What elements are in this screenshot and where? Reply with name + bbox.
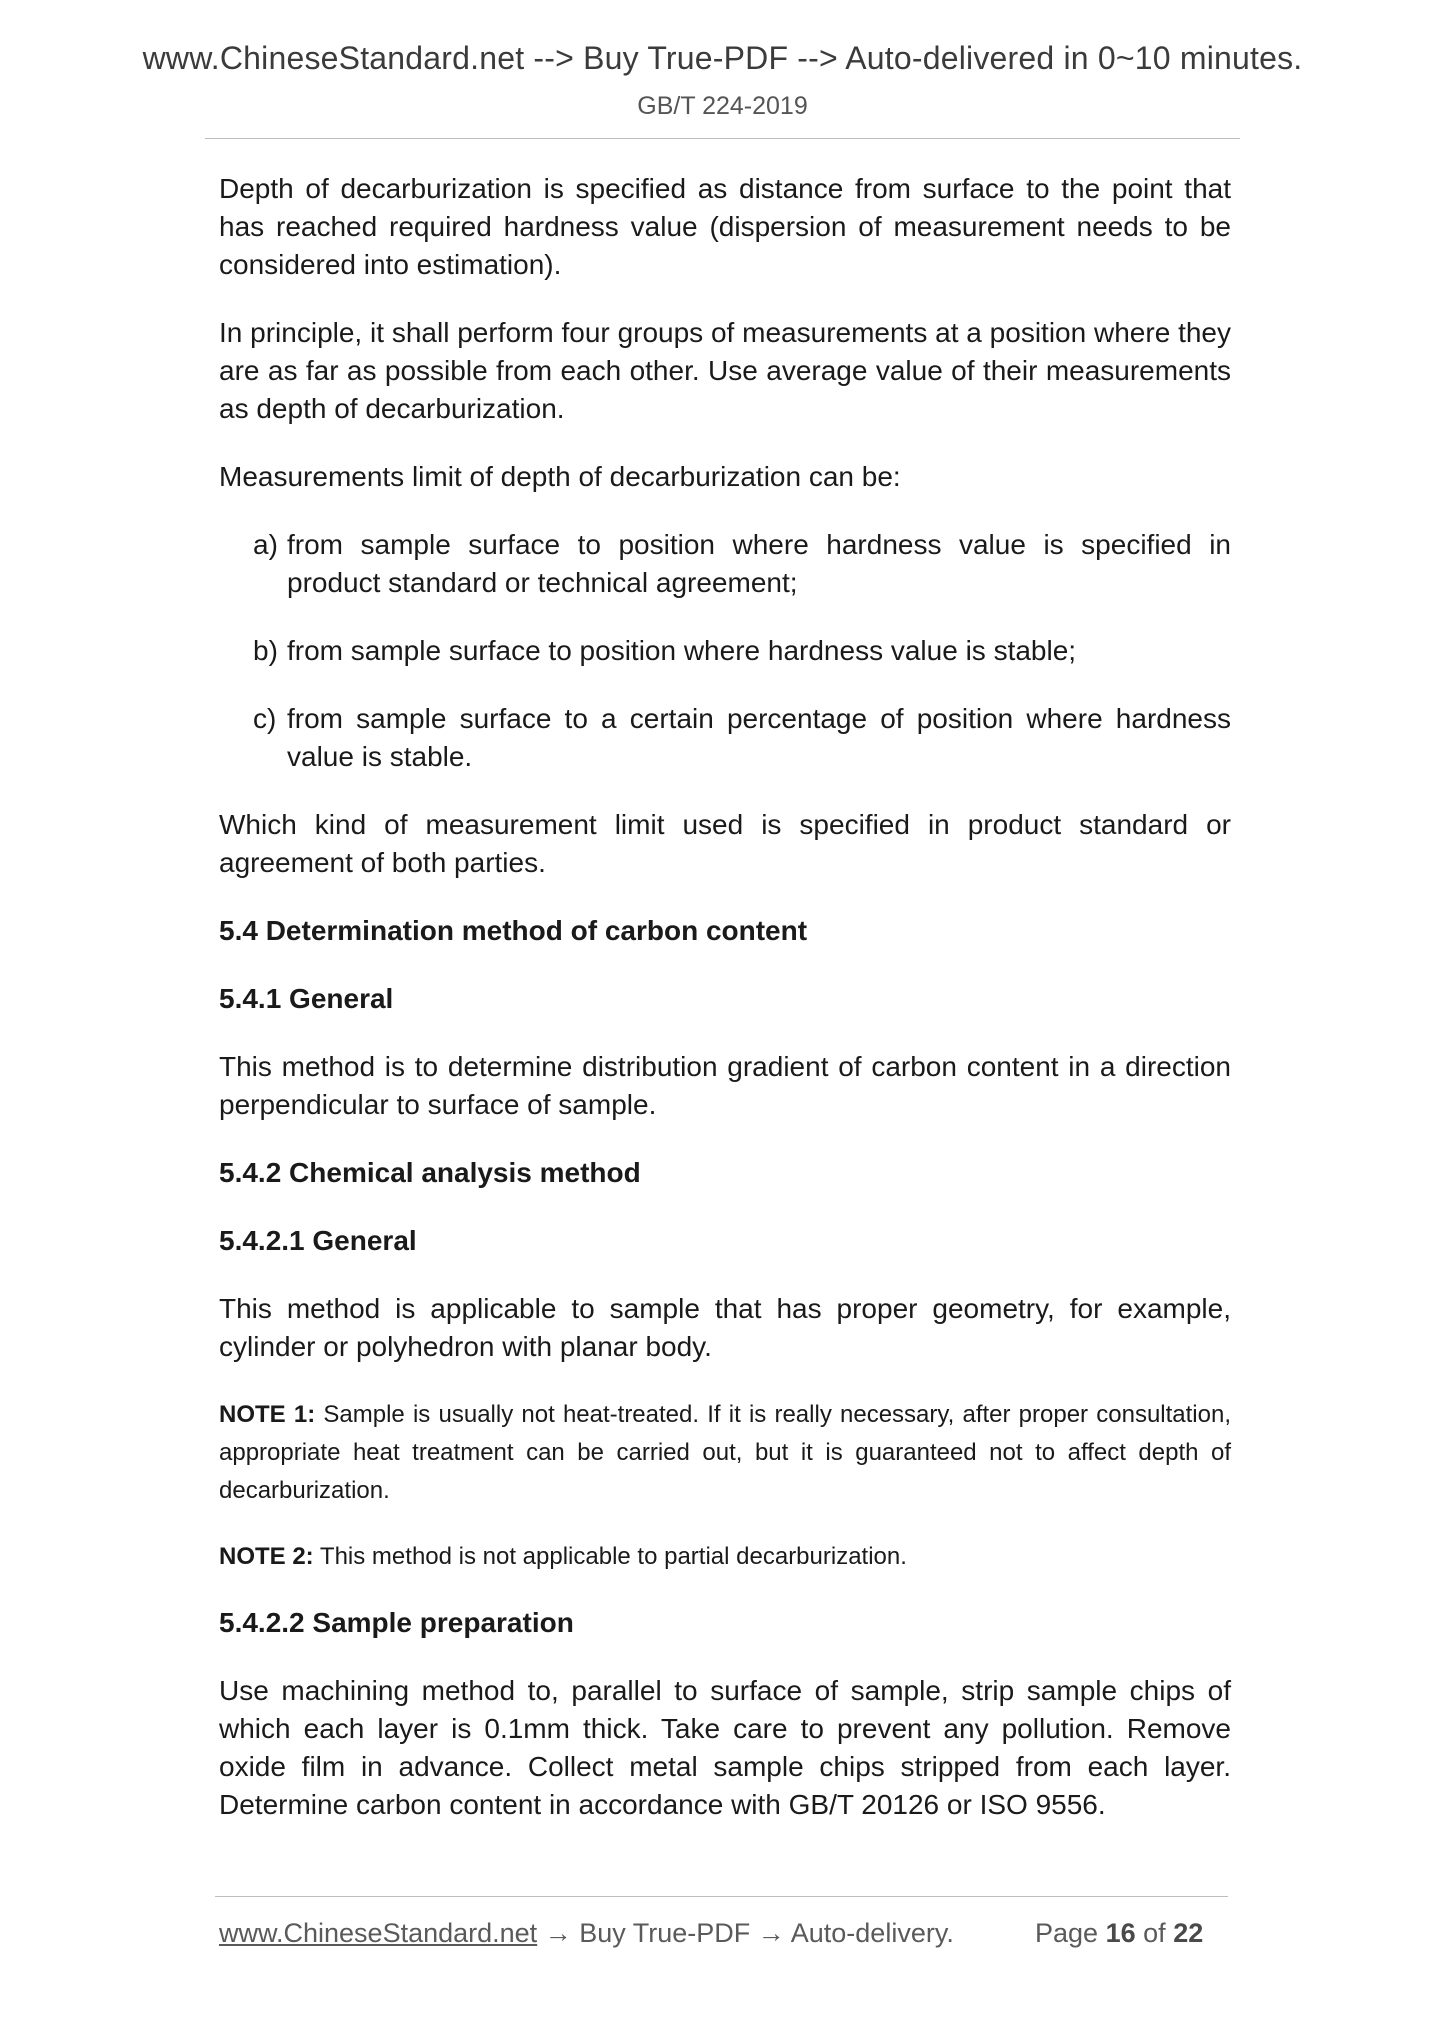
paragraph-decarb-depth-definition: Depth of decarburization is specified as distance from surface to the point that has reached required hardness value (dispersion of measurement needs to be considered into estimation).: [219, 173, 1231, 280]
list-item: [219, 526, 1231, 602]
list-item: [219, 632, 1231, 670]
paragraph-applicability: This method is applicable to sample that has proper geometry, for example, cylinder or polyhedron with planar body.: [219, 1293, 1231, 1362]
list-item-text: from sample surface to position where hardness value is specified in product standard or technical agreement;: [287, 529, 1231, 598]
footer-tagline: → Buy True-PDF → Auto-delivery.: [544, 1918, 954, 1948]
heading-5-4-2-2: 5.4.2.2 Sample preparation: [219, 1607, 574, 1638]
paragraph-measurement-limit-intro: Measurements limit of depth of decarburization can be:: [219, 461, 901, 492]
footer-divider: [215, 1896, 1228, 1897]
paragraph-sample-preparation: Use machining method to, parallel to surface of sample, strip sample chips of which each layer is 0.1mm thick. Take care to prevent any pollution. Remove oxide film in advance. Collect metal sample chips stripped from each layer. Determine carbon content in accordance with GB/T 20126 or ISO 9556.: [219, 1675, 1231, 1820]
heading-5-4: 5.4 Determination method of carbon content: [219, 915, 808, 946]
document-code: GB/T 224-2019: [637, 92, 808, 120]
page-of: of: [1143, 1918, 1166, 1948]
note-text: Sample is usually not heat-treated. If it is really necessary, after proper consultation, appropriate heat treatment can be carried out, but it is guaranteed not to affect depth of decarburization.: [219, 1401, 1231, 1504]
note-text: This method is not applicable to partial decarburization.: [319, 1543, 907, 1570]
page-total: 22: [1173, 1918, 1204, 1948]
paragraph-limit-specification: Which kind of measurement limit used is specified in product standard or agreement of both parties.: [219, 809, 1231, 878]
note-label: NOTE 2:: [219, 1543, 314, 1570]
list-marker: b): [253, 635, 278, 666]
heading-5-4-2: 5.4.2 Chemical analysis method: [219, 1157, 641, 1188]
note-label: NOTE 1:: [219, 1401, 316, 1428]
footer-website-link[interactable]: www.ChineseStandard.net: [219, 1918, 538, 1948]
heading-5-4-2-1: 5.4.2.1 General: [219, 1225, 417, 1256]
list-item-text: from sample surface to position where hardness value is stable;: [287, 635, 1077, 666]
header-divider: [205, 138, 1240, 139]
list-marker: c): [253, 703, 277, 734]
paragraph-measurement-groups: In principle, it shall perform four groups of measurements at a position where they are as far as possible from each other. Use average value of their measurements as depth of decarburization.: [219, 317, 1231, 424]
list-item-text: from sample surface to a certain percentage of position where hardness value is stable.: [287, 703, 1231, 772]
footer-left: [219, 1918, 954, 1949]
heading-5-4-1: 5.4.1 General: [219, 983, 394, 1014]
note-1: [219, 1396, 1231, 1510]
page-current: 16: [1105, 1918, 1136, 1948]
document-body: [219, 170, 1231, 1854]
note-2: [219, 1538, 1231, 1576]
paragraph-carbon-gradient: This method is to determine distribution gradient of carbon content in a direction perpendicular to surface of sample.: [219, 1051, 1231, 1120]
page-indicator: [1035, 1918, 1203, 1949]
page-label: Page: [1035, 1918, 1099, 1948]
list-marker: a): [253, 529, 278, 560]
list-item: [219, 700, 1231, 776]
header-banner[interactable]: www.ChineseStandard.net --> Buy True-PDF --> Auto-delivered in 0~10 minutes.: [142, 40, 1303, 76]
